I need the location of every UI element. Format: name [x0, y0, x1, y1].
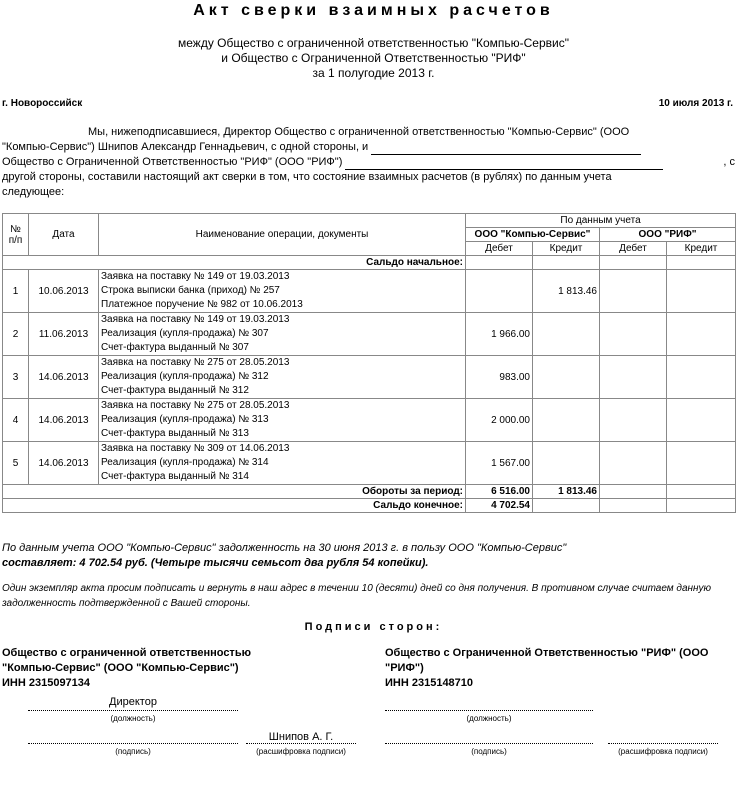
turnover-credit-2 — [667, 485, 736, 499]
row-debit: 1 567.00 — [466, 442, 533, 485]
city: г. Новороссийск — [2, 98, 83, 109]
table-row — [3, 356, 736, 399]
row-docs — [99, 356, 466, 399]
document-date: 10 июля 2013 г. — [658, 98, 733, 109]
row-date: 10.06.2013 — [29, 270, 99, 313]
party-2-name-line-2: "РИФ") — [385, 662, 424, 674]
row-credit-2 — [667, 399, 736, 442]
party-1-signer: Шнипов А. Г. — [268, 731, 334, 743]
row-credit-2 — [667, 442, 736, 485]
row-docs — [99, 270, 466, 313]
party-1-name-line-1: Общество с ограниченной ответственностью — [2, 647, 251, 659]
header-number: № п/п — [3, 214, 29, 256]
table-row — [3, 313, 736, 356]
intro-line-2-wrap — [2, 140, 735, 155]
row-doc: Счет-фактура выданный № 314 — [101, 471, 249, 482]
intro-line-3-end: , с — [723, 156, 735, 168]
opening-credit-2 — [667, 256, 736, 270]
row-doc: Строка выписки банка (приход) № 257 — [101, 285, 280, 296]
reconciliation-table — [2, 213, 736, 513]
row-credit — [533, 356, 600, 399]
table-row — [3, 399, 736, 442]
header-party-1: ООО "Компью-Сервис" — [466, 228, 600, 242]
signatures-title: Подписи сторон: — [304, 621, 443, 633]
row-number: 5 — [3, 442, 29, 485]
subtitle-line-1: между Общество с ограниченной ответственностью "Компью-Сервис" — [178, 36, 569, 50]
party-1-signature-line — [28, 743, 238, 744]
header-credit-1: Кредит — [533, 242, 600, 256]
row-debit-2 — [600, 356, 667, 399]
party-1-signature-caption: (подпись) — [115, 747, 151, 756]
intro-line-3-wrap — [2, 155, 735, 170]
party-1-decoding-caption: (расшифровка подписи) — [256, 747, 346, 756]
row-doc: Заявка на поставку № 149 от 19.03.2013 — [101, 271, 290, 282]
debt-statement — [2, 541, 737, 571]
party-2-signature-line — [385, 743, 593, 744]
party-2-decoding-caption: (расшифровка подписи) — [618, 747, 708, 756]
party-1-name-line-2: "Компью-Сервис" (ООО "Компью-Сервис") — [2, 662, 239, 674]
header-party-2: ООО "РИФ" — [600, 228, 736, 242]
closing-balance-label: Сальдо конечное: — [3, 499, 466, 513]
debt-statement-line-2: составляет: 4 702.54 руб. (Четыре тысячи семьсот два рубля 54 копейки). — [2, 557, 429, 569]
row-credit-2 — [667, 270, 736, 313]
opening-debit-2 — [600, 256, 667, 270]
row-credit-2 — [667, 356, 736, 399]
intro-line-3: Общество с Ограниченной Ответственностью "РИФ" (ООО "РИФ") — [2, 156, 343, 168]
row-debit — [466, 270, 533, 313]
intro-paragraph — [2, 125, 735, 200]
party-1-position-line — [28, 710, 238, 711]
row-debit-2 — [600, 442, 667, 485]
closing-debit: 4 702.54 — [466, 499, 533, 513]
party-2-position-caption: (должность) — [466, 714, 512, 723]
party-2-block — [385, 646, 737, 691]
party-1-position: Директор — [109, 696, 157, 708]
debt-statement-line-1: По данным учета ООО "Компью-Сервис" задолженность на 30 июня 2013 г. в пользу ООО "Компью-Сервис" — [2, 542, 567, 554]
row-doc: Реализация (купля-продажа) № 313 — [101, 414, 269, 425]
header-debit-1: Дебет — [466, 242, 533, 256]
document-title: Акт сверки взаимных расчетов — [193, 2, 554, 19]
row-debit: 983.00 — [466, 356, 533, 399]
party-1-inn: ИНН 2315097134 — [2, 677, 91, 689]
row-doc: Заявка на поставку № 149 от 19.03.2013 — [101, 314, 290, 325]
party-2-inn: ИНН 2315148710 — [385, 677, 474, 689]
row-doc: Заявка на поставку № 309 от 14.06.2013 — [101, 443, 290, 454]
row-credit — [533, 313, 600, 356]
table-row — [3, 270, 736, 313]
row-number: 3 — [3, 356, 29, 399]
row-debit-2 — [600, 313, 667, 356]
row-docs — [99, 313, 466, 356]
row-credit — [533, 399, 600, 442]
turnover-label: Обороты за период: — [3, 485, 466, 499]
closing-credit-2 — [667, 499, 736, 513]
blank-line-1 — [371, 143, 641, 155]
blank-line-2 — [345, 158, 663, 170]
party-1-position-caption: (должность) — [110, 714, 156, 723]
party-2-decoding-line — [608, 743, 718, 744]
closing-debit-2 — [600, 499, 667, 513]
header-date: Дата — [29, 214, 99, 256]
subtitle-line-2: и Общество с Ограниченной Ответственностью "РИФ" — [221, 51, 526, 65]
opening-balance-label: Сальдо начальное: — [3, 256, 466, 270]
party-1-block — [2, 646, 332, 691]
row-docs — [99, 399, 466, 442]
row-date: 14.06.2013 — [29, 356, 99, 399]
row-number: 4 — [3, 399, 29, 442]
row-credit-2 — [667, 313, 736, 356]
header-name: Наименование операции, документы — [99, 214, 466, 256]
row-doc: Счет-фактура выданный № 312 — [101, 385, 249, 396]
return-request-note: Один экземпляр акта просим подписать и вернуть в наш адрес в течении 10 (десяти) дней со дня получения. В противном случае считаем данную задолженность подтвержденной с Вашей стороны. — [2, 583, 712, 609]
row-debit-2 — [600, 270, 667, 313]
header-credit-2: Кредит — [667, 242, 736, 256]
row-doc: Реализация (купля-продажа) № 314 — [101, 457, 269, 468]
turnover-debit-2 — [600, 485, 667, 499]
header-debit-2: Дебет — [600, 242, 667, 256]
row-debit-2 — [600, 399, 667, 442]
turnover-credit: 1 813.46 — [533, 485, 600, 499]
row-doc: Счет-фактура выданный № 307 — [101, 342, 249, 353]
intro-line-2: "Компью-Сервис") Шнипов Александр Геннадьевич, с одной стороны, и — [2, 141, 369, 153]
row-date: 14.06.2013 — [29, 442, 99, 485]
row-number: 1 — [3, 270, 29, 313]
row-credit: 1 813.46 — [533, 270, 600, 313]
row-debit: 1 966.00 — [466, 313, 533, 356]
subtitle-line-3: за 1 полугодие 2013 г. — [312, 66, 435, 80]
party-2-signature-caption: (подпись) — [471, 747, 507, 756]
row-date: 14.06.2013 — [29, 399, 99, 442]
party-2-name-line-1: Общество с Ограниченной Ответственностью "РИФ" (ООО — [385, 647, 709, 659]
intro-line-5: следующее: — [2, 186, 65, 198]
row-docs — [99, 442, 466, 485]
opening-debit-1 — [466, 256, 533, 270]
intro-line-4: другой стороны, составили настоящий акт сверки в том, что состояние взаимных расчетов (в рублях) по данным учета — [2, 171, 612, 183]
party-1-decoding-line — [246, 743, 356, 744]
turnover-debit: 6 516.00 — [466, 485, 533, 499]
row-debit: 2 000.00 — [466, 399, 533, 442]
party-2-position-line — [385, 710, 593, 711]
row-doc: Счет-фактура выданный № 313 — [101, 428, 249, 439]
intro-line-1: Мы, нижеподписавшиеся, Директор Общество с ограниченной ответственностью "Компью-Сервис" (ООО — [88, 126, 630, 138]
closing-credit — [533, 499, 600, 513]
row-doc: Заявка на поставку № 275 от 28.05.2013 — [101, 357, 290, 368]
row-number: 2 — [3, 313, 29, 356]
header-group: По данным учета — [466, 214, 736, 228]
row-doc: Реализация (купля-продажа) № 312 — [101, 371, 269, 382]
row-doc: Реализация (купля-продажа) № 307 — [101, 328, 269, 339]
row-doc: Заявка на поставку № 275 от 28.05.2013 — [101, 400, 290, 411]
table-row — [3, 442, 736, 485]
row-date: 11.06.2013 — [29, 313, 99, 356]
row-credit — [533, 442, 600, 485]
row-doc: Платежное поручение № 982 от 10.06.2013 — [101, 299, 303, 310]
opening-credit-1 — [533, 256, 600, 270]
